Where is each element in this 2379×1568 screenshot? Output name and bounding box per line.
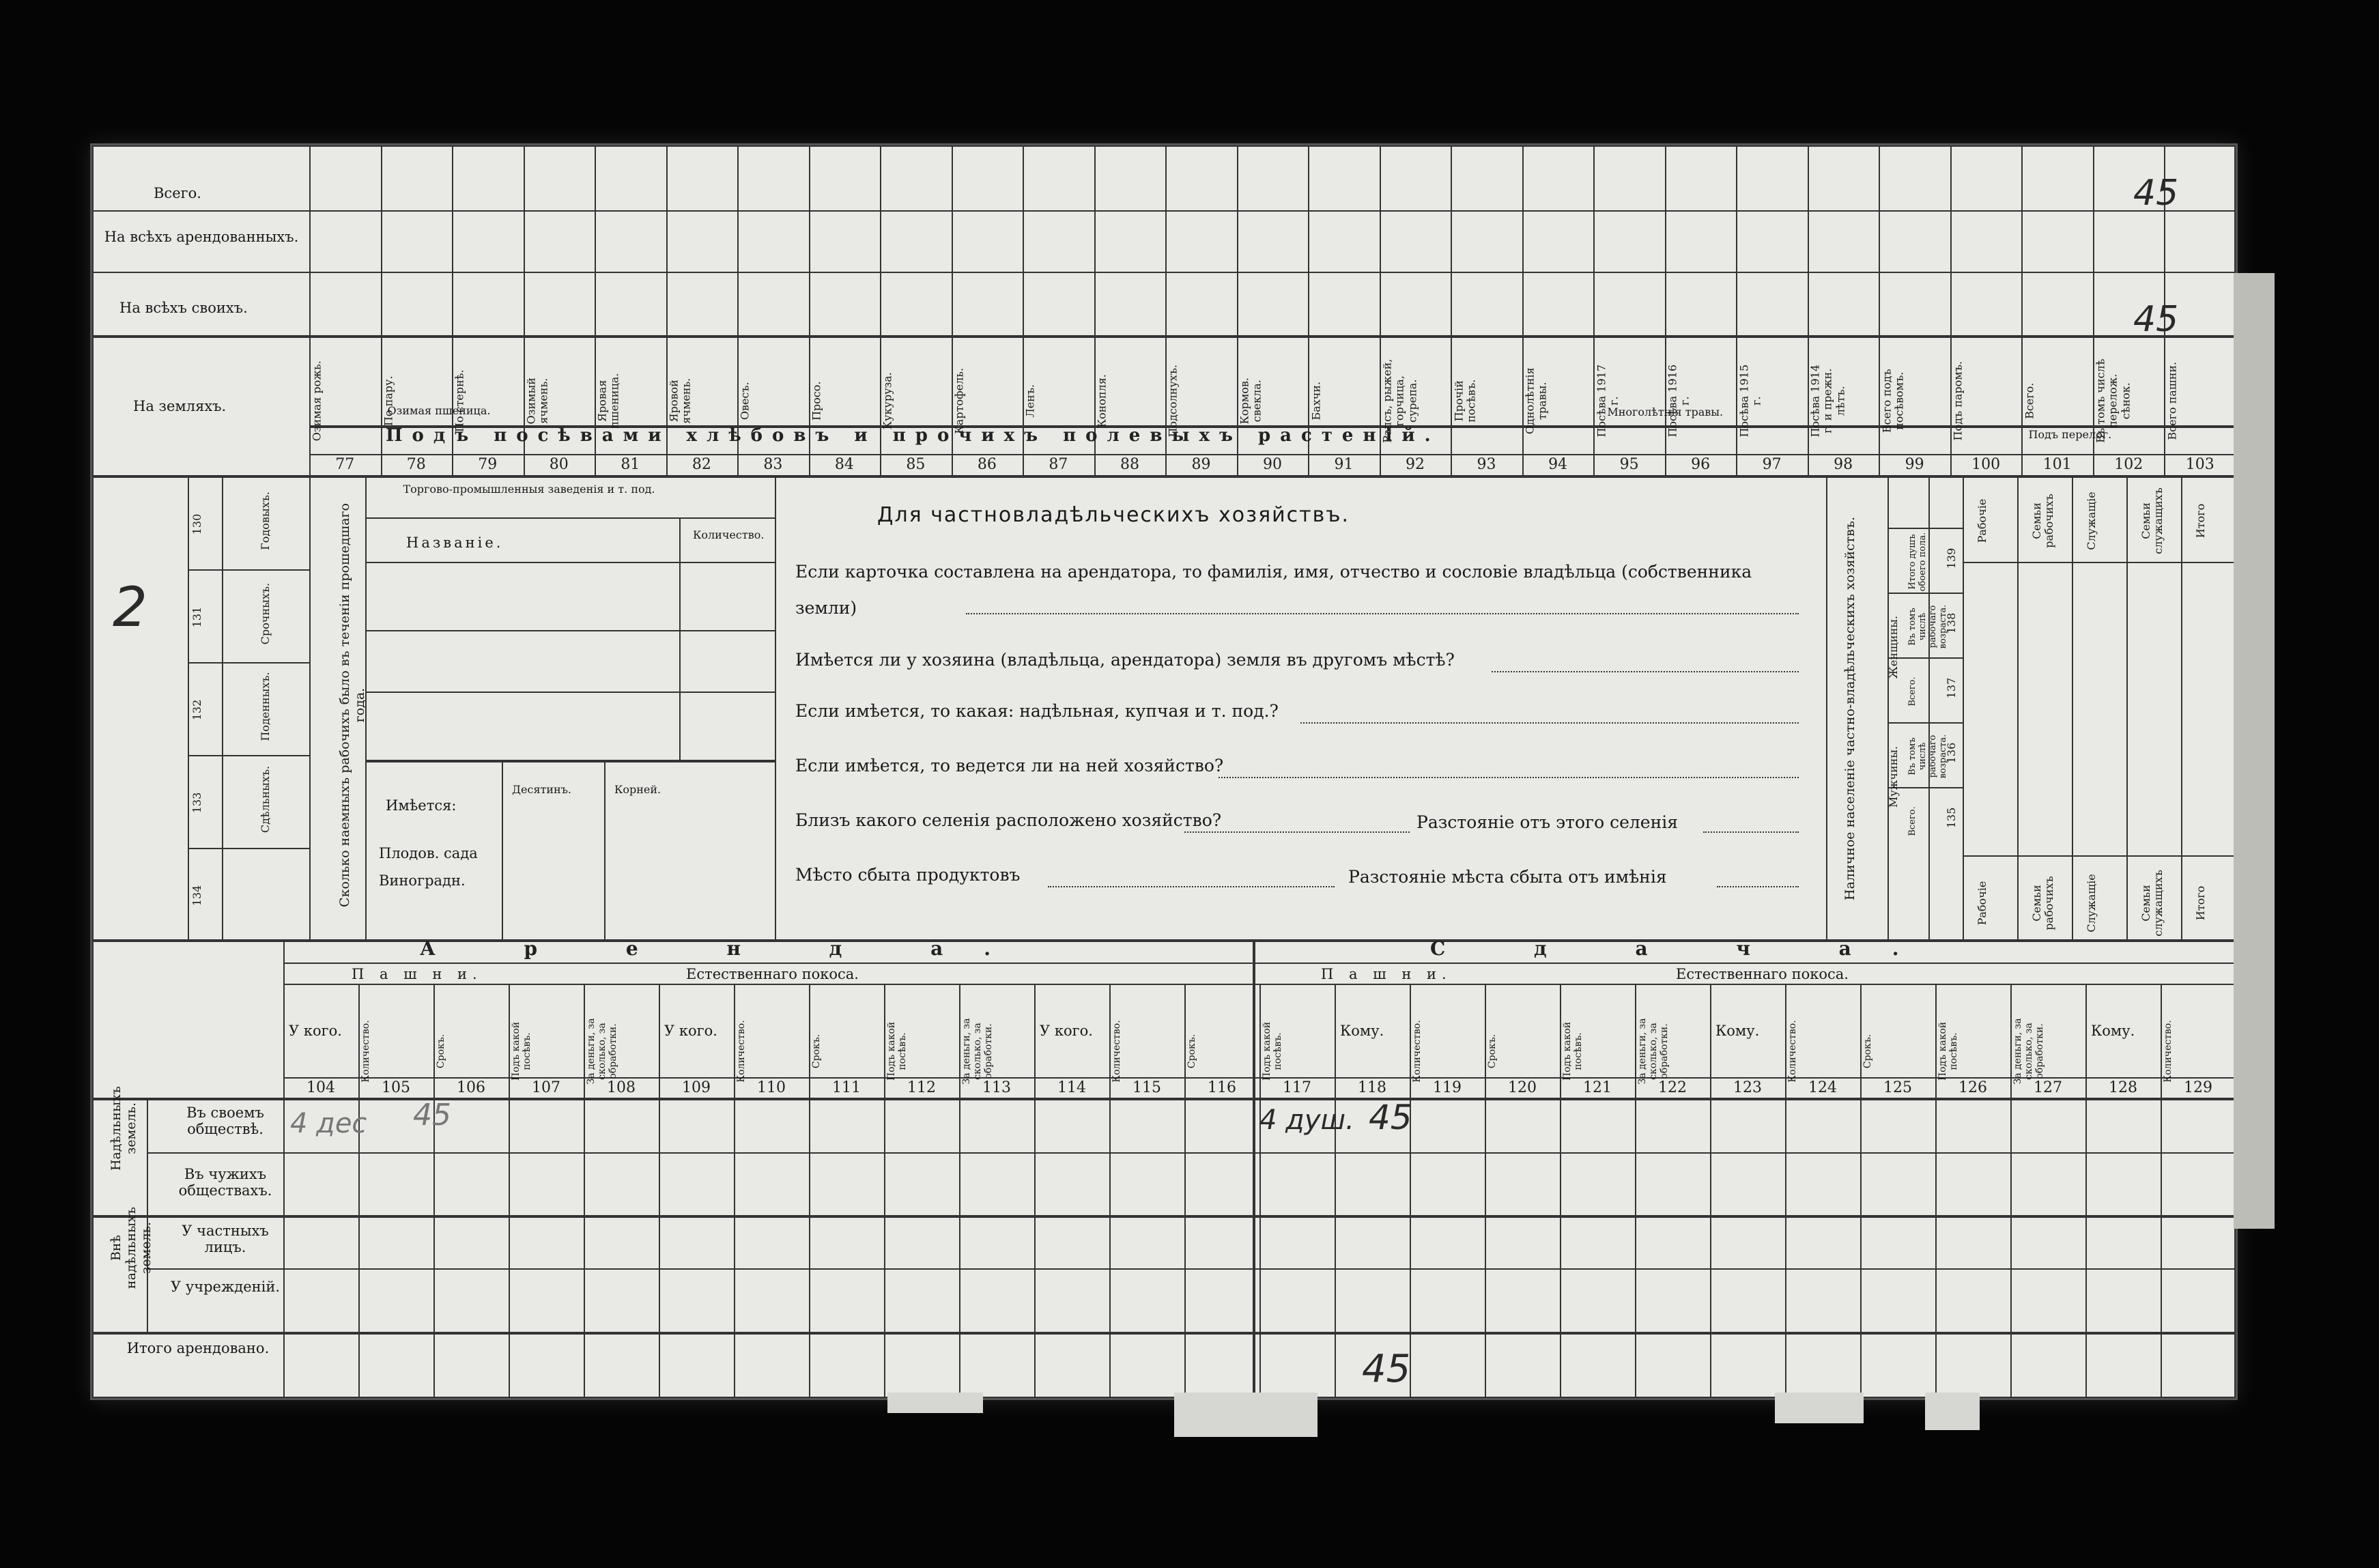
bottom-col-divider xyxy=(358,984,360,1398)
muzhchiny-label: Мужчины. xyxy=(1887,745,1900,808)
korney-header: Корней. xyxy=(614,783,661,796)
bottom-col-divider xyxy=(959,984,960,1398)
bottom-col-number: 115 xyxy=(1132,1079,1161,1096)
bottom-col-number: 110 xyxy=(757,1079,786,1096)
bottom-col-number: 125 xyxy=(1883,1079,1912,1096)
top-col-number: 79 xyxy=(478,456,498,473)
top-col-header: Конопля. xyxy=(1095,374,1109,428)
question-1: Если карточка составлена на арендатора, то фамилiя, имя, отчество и сословiе владѣльца (собственника земли) xyxy=(795,562,1752,618)
row-itogo-arendovano: Итого арендовано. xyxy=(126,1340,270,1356)
hired-col-label: Сдѣльныхъ. xyxy=(259,765,272,833)
top-col-header: Ленъ. xyxy=(1024,384,1038,418)
bottom-col-divider xyxy=(2085,984,2087,1398)
hired-row-divider xyxy=(188,569,309,571)
staff-divider xyxy=(1963,562,2236,563)
hired-col-number: 131 xyxy=(190,606,203,628)
bottom-col-number: 127 xyxy=(2034,1079,2062,1096)
bottom-col-header: Подъ какой посѣвъ. xyxy=(1262,1021,1284,1081)
top-banner: Подъ посѣвами хлѣбовъ и прочихъ полевыхъ растенiй. xyxy=(386,425,1440,446)
top-col-number: 91 xyxy=(1334,456,1354,473)
bottom-col-divider xyxy=(1259,984,1261,1398)
bottom-col-header: Подъ какой посѣвъ. xyxy=(886,1021,909,1081)
bottom-col-header: У кого. xyxy=(1040,1023,1093,1039)
trade-name-header: Названiе. xyxy=(406,534,504,551)
hired-col-number: 133 xyxy=(190,792,203,814)
mnogoletnie-label: Многолѣтнiя травы. xyxy=(1607,405,1724,418)
bottom-col-divider xyxy=(1860,984,1862,1398)
top-col-number: 99 xyxy=(1905,456,1924,473)
bottom-col-header: Срокъ. xyxy=(1862,1034,1873,1069)
handwritten-row1-a: 4 дес xyxy=(290,1108,367,1139)
hired-row-divider xyxy=(188,848,309,849)
bottom-col-header: За деньги, за сколько, за обработки. xyxy=(586,1018,619,1085)
top-col-header: Подъ паромъ. xyxy=(1951,361,1965,441)
top-col-header: Подсолнухъ. xyxy=(1167,364,1180,438)
bottom-col-number: 122 xyxy=(1658,1079,1687,1096)
bottom-col-number: 128 xyxy=(2109,1079,2137,1096)
top-col-header: По стернѣ. xyxy=(453,369,467,433)
zhenshchiny-label: Женщины. xyxy=(1887,615,1900,679)
top-col-number: 85 xyxy=(906,456,926,473)
staff-col-header-top: Семьи служащихъ xyxy=(2139,487,2165,554)
top-col-number: 95 xyxy=(1619,456,1639,473)
hired-col-number: 134 xyxy=(190,885,203,907)
bottom-col-number: 111 xyxy=(832,1079,861,1096)
top-col-header: Рапсъ, рыжей, горчица, сурепа. xyxy=(1380,358,1419,443)
staff-col-header-bottom: Итого xyxy=(2194,885,2207,921)
pop-row-divider xyxy=(1887,593,1963,594)
top-col-number: 77 xyxy=(335,456,355,473)
bottom-col-number: 123 xyxy=(1733,1079,1762,1096)
top-col-number: 94 xyxy=(1548,456,1568,473)
top-col-divider xyxy=(1451,145,1452,476)
arenda-pashni: П а ш н и. xyxy=(352,966,483,982)
bottom-col-number: 109 xyxy=(682,1079,711,1096)
pop-row-label: Итого душъ обоего пола. xyxy=(1907,532,1928,592)
sdacha-pashni: П а ш н и. xyxy=(1321,966,1452,982)
row-svoem-obshchestve: Въ своемъ обществѣ. xyxy=(186,1104,264,1138)
question-4: Если имѣется, то ведется ли на ней хозяйство? xyxy=(795,756,1224,775)
bottom-col-divider xyxy=(1034,984,1036,1398)
bottom-col-number: 129 xyxy=(2184,1079,2212,1096)
top-col-number: 84 xyxy=(834,456,854,473)
question-6: Мѣсто сбыта продуктовъ xyxy=(795,865,1021,885)
bottom-col-divider xyxy=(2010,984,2012,1398)
nadelnyh-label: Надѣльныхъ земель. xyxy=(109,1085,139,1171)
top-col-header: Посѣва 1916 г. xyxy=(1666,364,1692,438)
bottom-col-header: Кому. xyxy=(1340,1023,1384,1039)
top-col-number: 83 xyxy=(763,456,783,473)
staff-divider xyxy=(1963,855,2236,857)
trade-qty-header: Количество. xyxy=(693,528,765,541)
staff-col-header-top: Итого xyxy=(2194,503,2207,539)
top-col-header: Однолѣтнiя травы. xyxy=(1523,367,1550,435)
staff-col-header-bottom: Служащiе xyxy=(2085,874,2098,932)
bottom-col-divider xyxy=(1710,984,1711,1398)
sdacha-pokosa: Естественнаго покоса. xyxy=(1676,966,1849,982)
top-col-number: 88 xyxy=(1120,456,1139,473)
top-col-number: 78 xyxy=(406,456,426,473)
paper-tab xyxy=(1775,1393,1864,1423)
bottom-col-header: У кого. xyxy=(289,1023,342,1039)
handwritten-mark: 2 xyxy=(113,575,147,639)
top-col-number: 90 xyxy=(1262,456,1282,473)
bottom-col-divider xyxy=(1410,984,1411,1398)
bottom-col-header: Срокъ. xyxy=(1186,1034,1197,1069)
top-col-header: Кормов. свекла. xyxy=(1238,377,1264,425)
row-chastnyh-lits: У частныхъ лицъ. xyxy=(182,1223,269,1256)
bottom-col-number: 106 xyxy=(457,1079,485,1096)
handwritten-row1-c: 4 душ. xyxy=(1259,1104,1354,1136)
bottom-col-number: 124 xyxy=(1808,1079,1837,1096)
population-title: Наличное населенiе частно-владѣльческихъ хозяйствъ. xyxy=(1842,517,1857,900)
pop-row-number: 137 xyxy=(1945,677,1958,699)
top-col-header: Просо. xyxy=(810,381,823,421)
paper-tab xyxy=(1174,1393,1317,1437)
staff-col-divider xyxy=(2017,476,2019,941)
paper-tab xyxy=(887,1393,983,1413)
bottom-col-number: 107 xyxy=(532,1079,560,1096)
bottom-col-divider xyxy=(433,984,435,1398)
bottom-col-number: 119 xyxy=(1433,1079,1462,1096)
top-col-header: Яровая пшеница. xyxy=(596,373,622,429)
top-col-header: По пару. xyxy=(382,375,395,427)
hired-divider xyxy=(188,476,189,941)
bottom-col-header: Срокъ. xyxy=(811,1034,822,1069)
bottom-col-number: 118 xyxy=(1358,1079,1386,1096)
top-col-number: 98 xyxy=(1834,456,1853,473)
staff-col-divider xyxy=(2072,476,2073,941)
top-col-header: Всего. xyxy=(2023,382,2036,419)
top-col-number: 97 xyxy=(1762,456,1782,473)
bottom-col-number: 108 xyxy=(607,1079,636,1096)
handwritten-total-own: 45 xyxy=(2133,299,2179,340)
row-zemlyah: На земляхъ. xyxy=(133,398,227,414)
bottom-col-header: Количество. xyxy=(736,1020,747,1083)
hired-col-label: Срочныхъ. xyxy=(259,582,272,645)
top-col-header: Посѣва 1917 г. xyxy=(1595,364,1621,438)
bottom-col-divider xyxy=(734,984,735,1398)
bottom-col-header: У кого. xyxy=(664,1023,717,1039)
pop-divider xyxy=(1928,476,1930,941)
hired-col-label: Поденныхъ. xyxy=(259,672,272,741)
ozimaya-pshenitsa-label: Озимая пшеница. xyxy=(387,404,491,417)
bottom-col-header: Подъ какой посѣвъ. xyxy=(1562,1021,1584,1081)
top-col-number: 87 xyxy=(1049,456,1068,473)
pop-row-number: 138 xyxy=(1945,612,1958,634)
top-col-number: 102 xyxy=(2114,456,2143,473)
row-svoih: На всѣхъ своихъ. xyxy=(119,300,248,316)
bottom-col-divider xyxy=(809,984,810,1398)
top-col-number: 96 xyxy=(1691,456,1711,473)
top-col-number: 80 xyxy=(549,456,569,473)
hired-divider xyxy=(222,476,223,941)
handwritten-row1-d: 45 xyxy=(1369,1098,1412,1137)
bottom-col-number: 113 xyxy=(982,1079,1011,1096)
staff-col-header-bottom: Семьи служащихъ xyxy=(2139,870,2165,937)
handwritten-total-bottom: 45 xyxy=(1362,1347,1411,1391)
pop-row-number: 136 xyxy=(1945,742,1958,764)
hired-col-number: 130 xyxy=(190,513,203,535)
bottom-col-divider xyxy=(2161,984,2162,1398)
staff-col-divider xyxy=(2126,476,2128,941)
row-chuzhih-obshchestvah: Въ чужихъ обществахъ. xyxy=(178,1166,272,1199)
bottom-col-number: 120 xyxy=(1508,1079,1537,1096)
hired-col-number: 132 xyxy=(190,699,203,721)
top-col-header: Овесъ. xyxy=(739,382,752,420)
bottom-col-header: Кому. xyxy=(2091,1023,2135,1039)
top-col-header: Озимая рожь. xyxy=(310,360,324,442)
rasst-sbyt-label: Разстоянiе мѣста сбыта отъ имѣнiя xyxy=(1348,867,1667,887)
bottom-col-header: Количество. xyxy=(1412,1020,1423,1083)
bottom-col-header: За деньги, за сколько, за обработки. xyxy=(1637,1018,1670,1085)
bottom-col-header: За деньги, за сколько, за обработки. xyxy=(961,1018,995,1085)
bottom-col-header: Подъ какой посѣвъ. xyxy=(1937,1021,1960,1081)
pop-row-divider xyxy=(1887,528,1963,529)
staff-col-header-top: Рабочiе xyxy=(1976,498,1989,543)
top-col-number: 100 xyxy=(1971,456,2001,473)
top-col-number: 101 xyxy=(2042,456,2072,473)
top-col-header: Посѣва 1915 г. xyxy=(1737,364,1763,438)
bottom-col-divider xyxy=(1109,984,1111,1398)
top-col-divider xyxy=(381,145,382,476)
handwritten-total-top: 45 xyxy=(2133,173,2179,214)
trade-title: Торгово-промышленныя заведенiя и т. под. xyxy=(403,483,655,496)
hired-row-divider xyxy=(188,662,309,664)
bottom-col-number: 105 xyxy=(382,1079,410,1096)
bottom-col-header: Количество. xyxy=(1111,1020,1122,1083)
arenda-banner: А р е н д а. xyxy=(420,937,1031,960)
question-3: Если имѣется, то какая: надѣльная, купчая и т. под.? xyxy=(795,701,1279,721)
private-title: Для частновладѣльческихъ хозяйствъ. xyxy=(877,503,1350,527)
rasst-selenie-label: Разстоянiе отъ этого селенiя xyxy=(1416,812,1679,832)
hired-col-label: Годовыхъ. xyxy=(259,491,272,550)
staff-col-divider xyxy=(2181,476,2182,941)
bottom-col-number: 121 xyxy=(1583,1079,1612,1096)
top-col-header: Бахчи. xyxy=(1309,381,1323,420)
bottom-col-divider xyxy=(584,984,585,1398)
pop-row-label: Въ томъ числѣ рабочаго возраста. xyxy=(1907,734,1948,779)
bottom-col-header: Количество. xyxy=(1787,1020,1798,1083)
top-col-divider xyxy=(2021,145,2023,476)
bottom-col-divider xyxy=(1184,984,1186,1398)
paper-edge xyxy=(2234,273,2275,1229)
top-col-header: Яровой ячмень. xyxy=(667,377,693,424)
top-col-number: 103 xyxy=(2185,456,2214,473)
pop-row-label: Всего. xyxy=(1907,676,1918,707)
bottom-col-divider xyxy=(659,984,660,1398)
staff-col-divider xyxy=(1963,476,1964,941)
question-5: Близъ какого селенiя расположено хозяйство? xyxy=(795,810,1222,830)
pop-row-number: 135 xyxy=(1945,807,1958,829)
row-arendovannyh: На всѣхъ арендованныхъ. xyxy=(104,229,299,245)
bottom-col-header: Срокъ. xyxy=(1487,1034,1498,1069)
census-card xyxy=(90,143,2238,1400)
imeetsya-label: Имѣется: xyxy=(386,797,457,814)
bottom-col-number: 114 xyxy=(1057,1079,1086,1096)
top-col-number: 82 xyxy=(692,456,711,473)
vne-nadelnyh-label: Внѣ надѣльныхъ земель. xyxy=(109,1206,154,1289)
bottom-col-divider xyxy=(1485,984,1486,1398)
bottom-col-divider xyxy=(509,984,510,1398)
bottom-col-divider xyxy=(1335,984,1336,1398)
top-col-number: 81 xyxy=(621,456,640,473)
top-col-header: Кукуруза. xyxy=(881,372,895,430)
bottom-col-header: За деньги, за сколько, за обработки. xyxy=(2012,1018,2046,1085)
vinogradn-label: Виноградн. xyxy=(379,872,466,889)
plodov-sada-label: Плодов. сада xyxy=(379,845,478,861)
pop-row-number: 139 xyxy=(1945,547,1958,569)
bottom-col-divider xyxy=(1785,984,1786,1398)
bottom-col-header: Кому. xyxy=(1715,1023,1760,1039)
hired-row-divider xyxy=(188,755,309,756)
top-col-header: Озимый ячмень. xyxy=(524,377,550,425)
staff-col-header-bottom: Семьи рабочихъ xyxy=(2030,876,2056,930)
bottom-col-header: Срокъ. xyxy=(436,1034,446,1069)
top-col-header: Всего подъ посѣвомъ. xyxy=(1880,369,1906,433)
pop-row-label: Всего. xyxy=(1907,806,1918,836)
staff-col-header-top: Служащiе xyxy=(2085,491,2098,550)
question-2: Имѣется ли у хозяина (владѣльца, арендатора) земля въ другомъ мѣстѣ? xyxy=(795,650,1455,670)
bottom-col-number: 112 xyxy=(907,1079,936,1096)
bottom-col-header: Количество. xyxy=(2163,1020,2174,1083)
bottom-col-number: 117 xyxy=(1283,1079,1311,1096)
sdacha-banner: С д а ч а. xyxy=(1430,937,1940,960)
top-col-header: Прочiй посѣвъ. xyxy=(1452,379,1478,423)
bottom-col-header: Подъ какой посѣвъ. xyxy=(511,1021,533,1081)
bottom-col-divider xyxy=(1635,984,1636,1398)
top-col-header: Всего пашни. xyxy=(2165,361,2179,440)
paper-tab xyxy=(1925,1393,1980,1430)
pop-row-divider xyxy=(1887,722,1963,724)
arenda-pokosa: Естественнаго покоса. xyxy=(686,966,859,982)
staff-col-header-top: Семьи рабочихъ xyxy=(2030,494,2056,548)
workers-question: Сколько наемныхъ рабочихъ было въ теченiи прошедшаго года. xyxy=(337,503,367,907)
bottom-col-divider xyxy=(884,984,885,1398)
bottom-col-number: 116 xyxy=(1208,1079,1236,1096)
top-col-number: 92 xyxy=(1406,456,1425,473)
desyatin-header: Десятинъ. xyxy=(512,783,571,796)
handwritten-row1-b: 45 xyxy=(413,1098,451,1132)
hired-col-label xyxy=(259,855,287,930)
bottom-col-divider xyxy=(1935,984,1937,1398)
staff-col-header-bottom: Рабочiе xyxy=(1976,881,1989,926)
bottom-col-number: 126 xyxy=(1958,1079,1987,1096)
row-uchrezhdeniy: У учрежденiй. xyxy=(170,1279,281,1295)
pod-perelog-label: Подъ перелог. xyxy=(2028,428,2112,441)
top-col-header: Посѣва 1914 г. и прежн. лѣтъ. xyxy=(1808,364,1847,438)
row-vsego: Всего. xyxy=(154,185,201,201)
top-col-header: Картофель. xyxy=(952,367,966,434)
bottom-col-number: 104 xyxy=(307,1079,335,1096)
top-col-number: 93 xyxy=(1477,456,1496,473)
bottom-col-divider xyxy=(1560,984,1561,1398)
bottom-col-header: Количество. xyxy=(360,1020,371,1083)
top-col-number: 86 xyxy=(977,456,997,473)
pop-row-label: Въ томъ числѣ рабочаго возраста. xyxy=(1907,604,1948,649)
top-col-header: Въ томъ числѣ перелож. сѣнок. xyxy=(2094,358,2133,443)
top-col-number: 89 xyxy=(1191,456,1211,473)
arenda-sdacha-table xyxy=(92,941,2236,1398)
